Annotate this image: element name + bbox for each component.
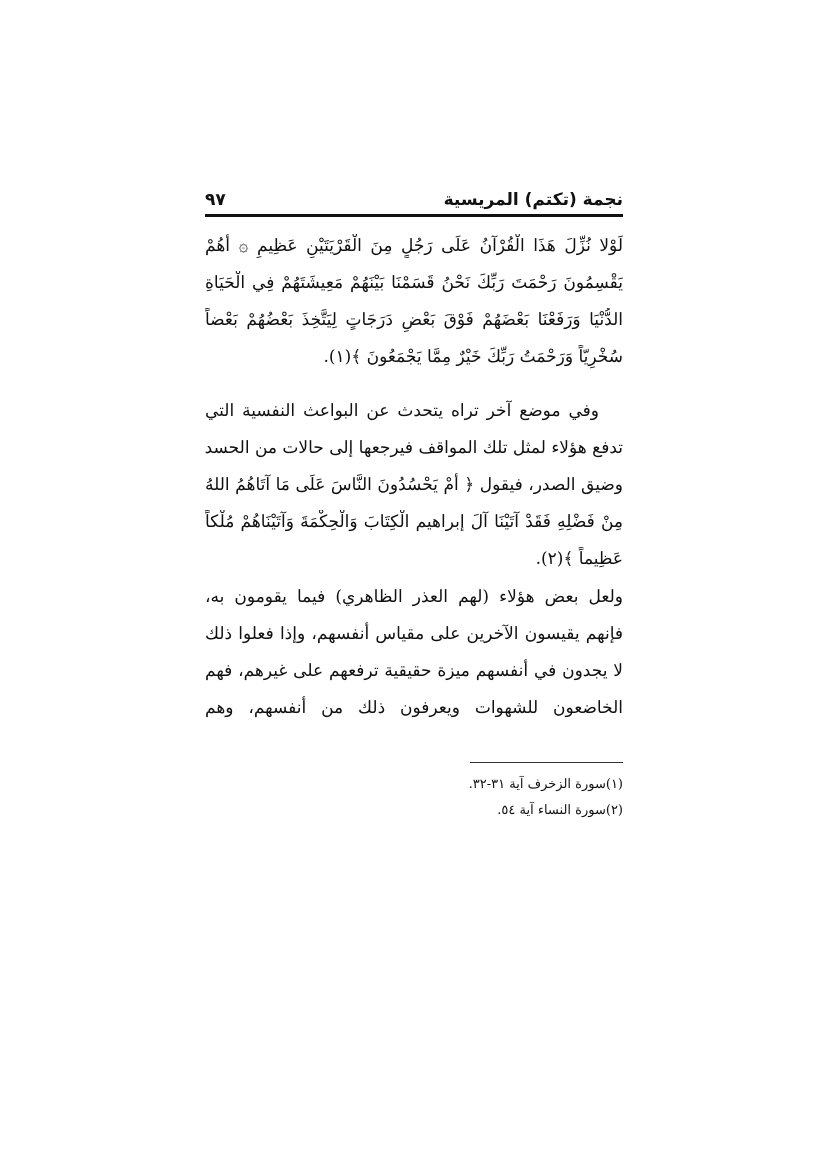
- body-line: وفي موضع آخر تراه يتحدث عن البواعث النفسية التي: [205, 401, 599, 421]
- running-header: [205, 190, 623, 216]
- body-line: لَوْلا نُزِّلَ هَذَا الْقُرْآنُ عَلَى رَجُلٍ مِنَ الْقَرْيَتَيْنِ عَظِيمٍ ۞ أَهُمْ: [205, 236, 623, 256]
- body-line: وضيق الصدر، فيقول ﴿ أَمْ يَحْسُدُونَ النَّاسَ عَلَى مَا آتَاهُمُ اللهُ: [205, 475, 623, 495]
- body-line: سُخْرِيّاً وَرَحْمَتُ رَبِّكَ خَيْرٌ مِمَّا يَجْمَعُونَ ﴾(١).: [323, 347, 623, 367]
- body-line: الدُّنْيَا وَرَفَعْنَا بَعْضَهُمْ فَوْقَ بَعْضٍ دَرَجَاتٍ لِيَتَّخِذَ بَعْضُهُمْ بَعْضاً: [205, 310, 623, 330]
- page-number: ٩٧: [205, 190, 226, 210]
- body-line: الخاضعون للشهوات ويعرفون ذلك من أنفسهم، وهم: [205, 698, 623, 718]
- footnote: (٢)سورة النساء آية ٥٤.: [497, 803, 623, 818]
- body-line: فإنهم يقيسون الآخرين على مقياس أنفسهم، وإذا فعلوا ذلك: [205, 624, 623, 644]
- chapter-title: نجمة (تكتم) المريسية: [443, 190, 623, 210]
- body-line: ولعل بعض هؤلاء (لهم العذر الظاهري) فيما يقومون به،: [205, 587, 623, 607]
- body-line: عَظِيماً ﴾(٢).: [535, 549, 623, 569]
- footnote: (١)سورة الزخرف آية ٣١-٣٢.: [468, 777, 623, 792]
- body-line: يَقْسِمُونَ رَحْمَتَ رَبِّكَ نَحْنُ قَسَمْنَا بَيْنَهُمْ مَعِيشَتَهُمْ فِي الْحَيَاةِ: [205, 273, 623, 293]
- header-rule: [205, 214, 623, 217]
- footnote-rule: [470, 762, 623, 763]
- body-line: لا يجدون في أنفسهم ميزة حقيقية ترفعهم على غيرهم، فهم: [205, 661, 623, 681]
- body-line: تدفع هؤلاء لمثل تلك المواقف فيرجعها إلى حالات من الحسد: [205, 438, 623, 458]
- body-line: مِنْ فَضْلِهِ فَقَدْ آتَيْنَا آلَ إبراهيم الْكِتَابَ وَالْحِكْمَةَ وَآتَيْنَاهُمْ مُلْكاً: [205, 512, 623, 532]
